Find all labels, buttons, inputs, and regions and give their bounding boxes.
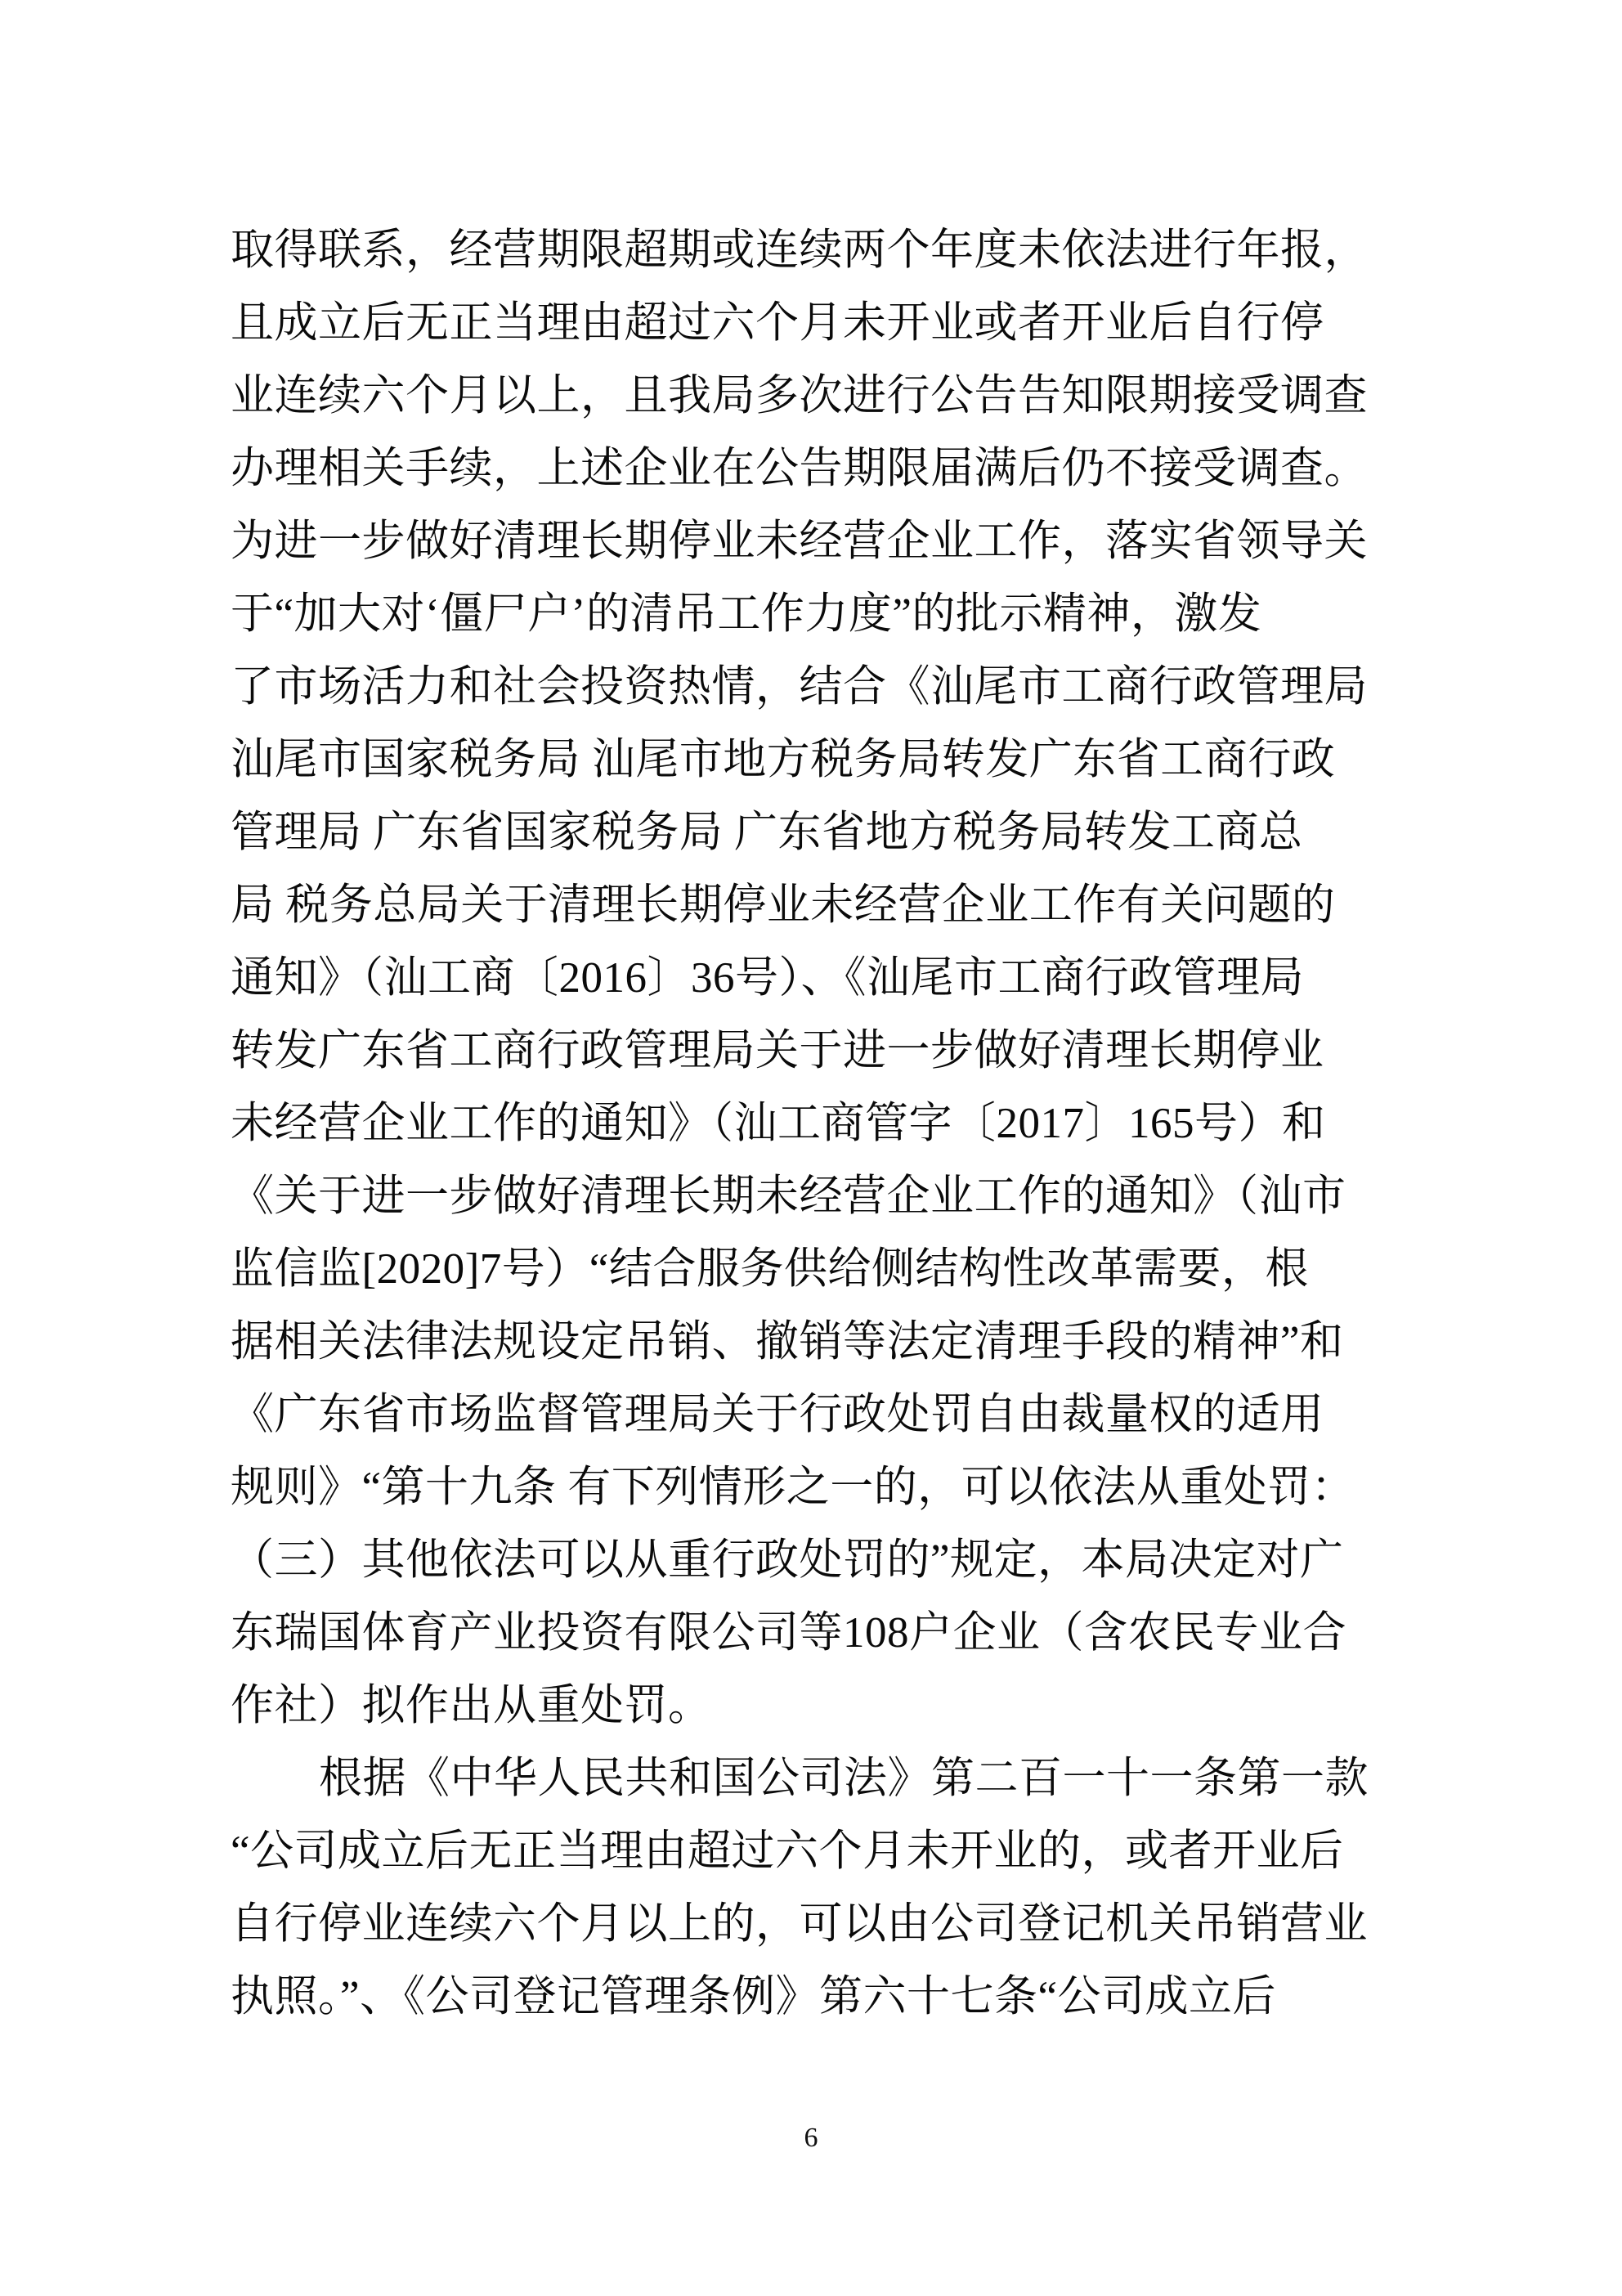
body-line: 于“加大对‘僵尸户’的清吊工作力度”的批示精神，激发 (231, 590, 1262, 638)
body-line: 办理相关手续，上述企业在公告期限届满后仍不接受调查。 (231, 445, 1368, 492)
body-line: 据相关法律法规设定吊销、撤销等法定清理手段的精神”和 (231, 1318, 1344, 1365)
body-line: 未经营企业工作的通知》（汕工商管字〔2017〕165号）和 (231, 1100, 1326, 1147)
body-line: 监信监[2020]7号）“结合服务供给侧结构性改革需要，根 (231, 1245, 1309, 1293)
body-line: 东瑞国体育产业投资有限公司等108户企业（含农民专业合 (231, 1609, 1346, 1657)
body-line: 业连续六个月以上，且我局多次进行公告告知限期接受调查 (231, 372, 1368, 419)
body-line: 《广东省市场监督管理局关于行政处罚自由裁量权的适用 (231, 1391, 1324, 1438)
body-line: 汕尾市国家税务局 汕尾市地方税务局转发广东省工商行政 (231, 736, 1336, 783)
body-line: 根据《中华人民共和国公司法》第二百一十一条第一款 (319, 1755, 1369, 1802)
body-line: 执照。”、《公司登记管理条例》第六十七条“公司成立后 (231, 1973, 1277, 2020)
body-line: 且成立后无正当理由超过六个月未开业或者开业后自行停 (231, 299, 1324, 347)
body-line: 自行停业连续六个月以上的，可以由公司登记机关吊销营业 (231, 1900, 1368, 1948)
body-line: “公司成立后无正当理由超过六个月未开业的，或者开业后 (231, 1827, 1344, 1875)
body-line: 转发广东省工商行政管理局关于进一步做好清理长期停业 (231, 1027, 1324, 1074)
body-line: 为进一步做好清理长期停业未经营企业工作，落实省领导关 (231, 518, 1368, 565)
body-line: 规则》“第十九条 有下列情形之一的，可以依法从重处罚： (231, 1464, 1355, 1511)
body-line: 取得联系，经营期限超期或连续两个年度未依法进行年报， (231, 226, 1368, 274)
body-line: 管理局 广东省国家税务局 广东省地方税务局转发工商总 (231, 809, 1303, 856)
body-line: 作社）拟作出从重处罚。 (231, 1682, 712, 1729)
body-line: 通知》（汕工商〔2016〕36号）、《汕尾市工商行政管理局 (231, 954, 1304, 1002)
body-line: （三）其他依法可以从重行政处罚的”规定，本局决定对广 (231, 1536, 1344, 1584)
body-line: 了市场活力和社会投资热情，结合《汕尾市工商行政管理局 (231, 663, 1368, 711)
document-body (231, 214, 1395, 2034)
body-line: 局 税务总局关于清理长期停业未经营企业工作有关问题的 (231, 881, 1336, 929)
page-number: 6 (804, 2123, 818, 2153)
body-line: 《关于进一步做好清理长期未经营企业工作的通知》（汕市 (231, 1173, 1346, 1220)
